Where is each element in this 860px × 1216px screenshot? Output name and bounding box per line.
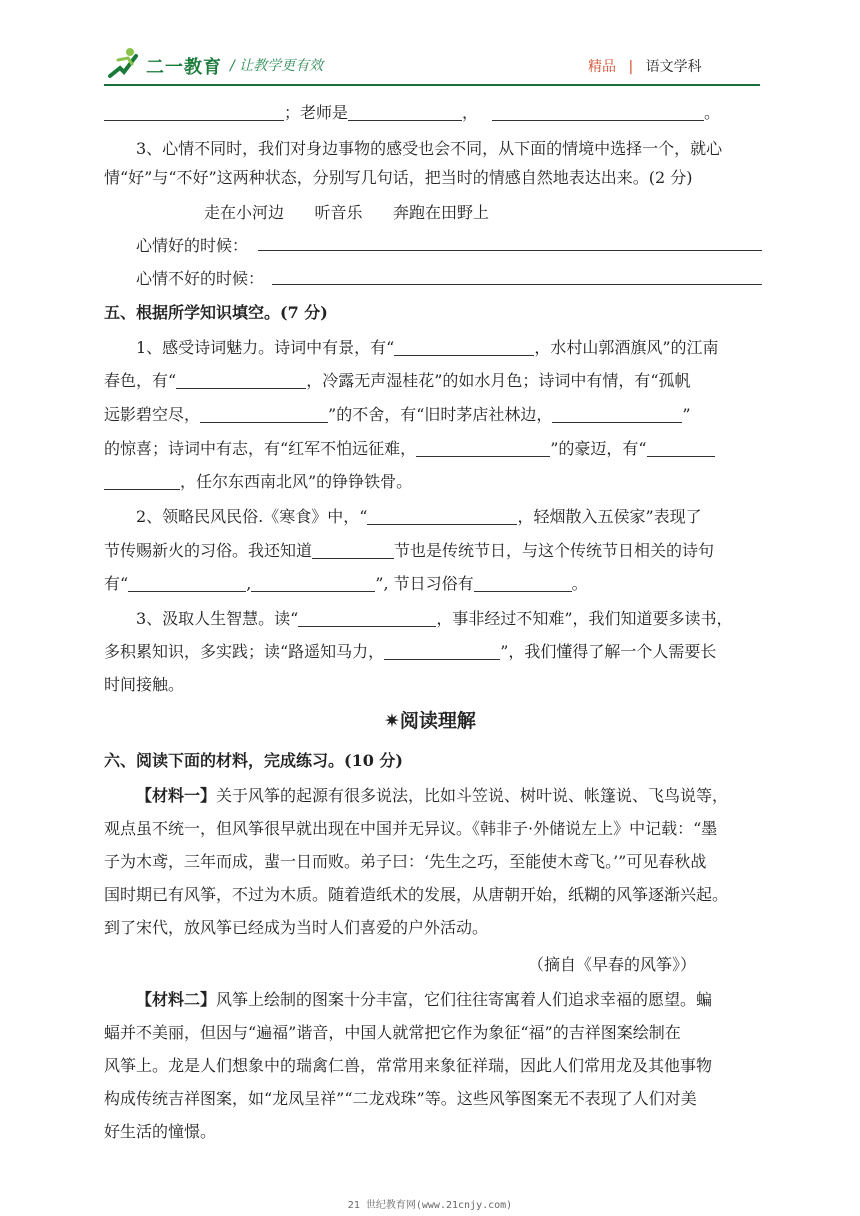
header-rule <box>104 84 760 86</box>
answer-blank[interactable] <box>367 506 517 525</box>
material1-line1: 【材料一】关于风筝的起源有很多说法，比如斗笠说、树叶说、帐篷说、飞鸟说等， <box>136 786 729 805</box>
material1-label: 【材料一】 <box>136 786 217 805</box>
material1-line2: 观点虽不统一，但风筝很早就出现在中国并无异议。《韩非子·外储说左上》中记载：“墨 <box>104 819 718 838</box>
q5-item1-line2: 春色，有“ ，冷露无声湿桂花”的如水月色；诗词中有情，有“孤帆 <box>104 371 691 390</box>
answer-blank[interactable] <box>384 641 500 660</box>
section-title-reading: ✷阅读理解 <box>384 710 476 732</box>
q5-item1-line4: 的惊喜；诗词中有志，有“红军不怕远征难， ”的豪迈，有“ <box>104 436 715 459</box>
answer-blank[interactable] <box>552 404 682 423</box>
q5-item2-line3: 有“ , ”, 节日习俗有 。 <box>104 574 588 593</box>
answer-blank[interactable] <box>251 573 375 592</box>
material1-line4: 国时期已有风筝，不过为木质。随着造纸术的发展，从唐朝开始，纸糊的风筝逐渐兴起。 <box>104 885 729 904</box>
q4-item3-line1: 3、心情不同时，我们对身边事物的感受也会不同，从下面的情境中选择一个，就心 <box>136 139 723 158</box>
answer-blank[interactable] <box>474 573 572 592</box>
quality-tag: 精品 <box>588 59 616 75</box>
material2-line1: 【材料二】风筝上绘制的图案十分丰富，它们往往寄寓着人们追求幸福的愿望。蝙 <box>136 990 713 1009</box>
material2-line3: 风筝上。龙是人们想象中的瑞禽仁兽，常常用来象征祥瑞，因此人们常用龙及其他事物 <box>104 1056 713 1075</box>
answer-blank[interactable] <box>104 471 180 490</box>
material2-line2: 蝠并不美丽，但因与“遍福”谐音，中国人就常把它作为象征“福”的吉祥图案绘制在 <box>104 1023 681 1042</box>
header-right <box>588 56 702 76</box>
q5-item1-line1: 1、感受诗词魅力。诗词中有景，有“ ，水村山郭酒旗风”的江南 <box>136 338 719 357</box>
material2-label: 【材料二】 <box>136 990 217 1009</box>
good-mood-answer-line[interactable] <box>258 250 762 251</box>
answer-blank[interactable] <box>312 540 394 559</box>
logo-text: 二一教育 <box>146 57 222 78</box>
bad-mood-label: 心情不好的时候： <box>136 269 265 288</box>
q5-item1-line3: 远影碧空尽， ”的不舍，有“旧时茅店社林边， ” <box>104 405 691 424</box>
answer-blank[interactable] <box>128 573 246 592</box>
good-mood-label: 心情好的时候： <box>136 236 249 255</box>
q5-item3-line2: 多积累知识，多实践；读“路遥知马力， ”，我们懂得了解一个人需要长 <box>104 642 717 661</box>
q5-item3-line3: 时间接触。 <box>104 675 185 694</box>
header-separator: | <box>628 59 634 75</box>
header-slogan: / 让教学更有效 <box>230 58 324 74</box>
material2-line5: 好生活的憧憬。 <box>104 1122 217 1141</box>
material2-line4: 构成传统吉祥图案，如“龙凤呈祥”“二龙戏珠”等。这些风筝图案无不表现了人们对美 <box>104 1089 697 1108</box>
runner-logo-icon <box>106 46 142 80</box>
q5-item1-line5: ，任尔东西南北风”的铮铮铁骨。 <box>104 469 412 492</box>
answer-blank[interactable] <box>492 102 704 121</box>
answer-blank[interactable] <box>348 102 462 121</box>
q4-item3-line2: 情“好”与“不好”这两种状态，分别写几句话，把当时的情感自然地表达出来。(2 分) <box>104 168 693 187</box>
material1-line3: 子为木鸢，三年而成，蜚一日而败。弟子曰：‘先生之巧，至能使木鸢飞。’”可见春秋战 <box>104 852 707 871</box>
q5-heading: 五、根据所学知识填空。(7 分) <box>104 303 328 322</box>
material1-line5: 到了宋代，放风筝已经成为当时人们喜爱的户外活动。 <box>104 918 489 937</box>
material1-source: （摘自《早春的风筝》） <box>528 955 697 974</box>
q4-options: 走在小河边 听音乐 奔跑在田野上 <box>204 203 490 222</box>
bad-mood-answer-line[interactable] <box>272 284 762 285</box>
page-footer: 21 世纪教育网(www.21cnjy.com) <box>347 1200 513 1211</box>
q5-item2-line1: 2、领略民风民俗.《寒食》中，“ ，轻烟散入五侯家”表现了 <box>136 507 702 526</box>
answer-blank[interactable] <box>394 337 534 356</box>
answer-blank[interactable] <box>176 370 306 389</box>
q5-item2-line2: 节传赐新火的习俗。我还知道 节也是传统节日，与这个传统节日相关的诗句 <box>104 541 715 560</box>
answer-blank[interactable] <box>647 438 715 457</box>
answer-blank[interactable] <box>104 102 284 121</box>
q4-line0: ；老师是 ， 。 <box>104 100 720 123</box>
q6-heading: 六、阅读下面的材料，完成练习。(10 分) <box>104 751 403 770</box>
answer-blank[interactable] <box>416 438 550 457</box>
answer-blank[interactable] <box>298 608 436 627</box>
subject-label: 语文学科 <box>645 59 702 75</box>
q5-item3-line1: 3、汲取人生智慧。读“ ，事非经过不知难”，我们知道要多读书， <box>136 609 733 628</box>
answer-blank[interactable] <box>200 404 328 423</box>
